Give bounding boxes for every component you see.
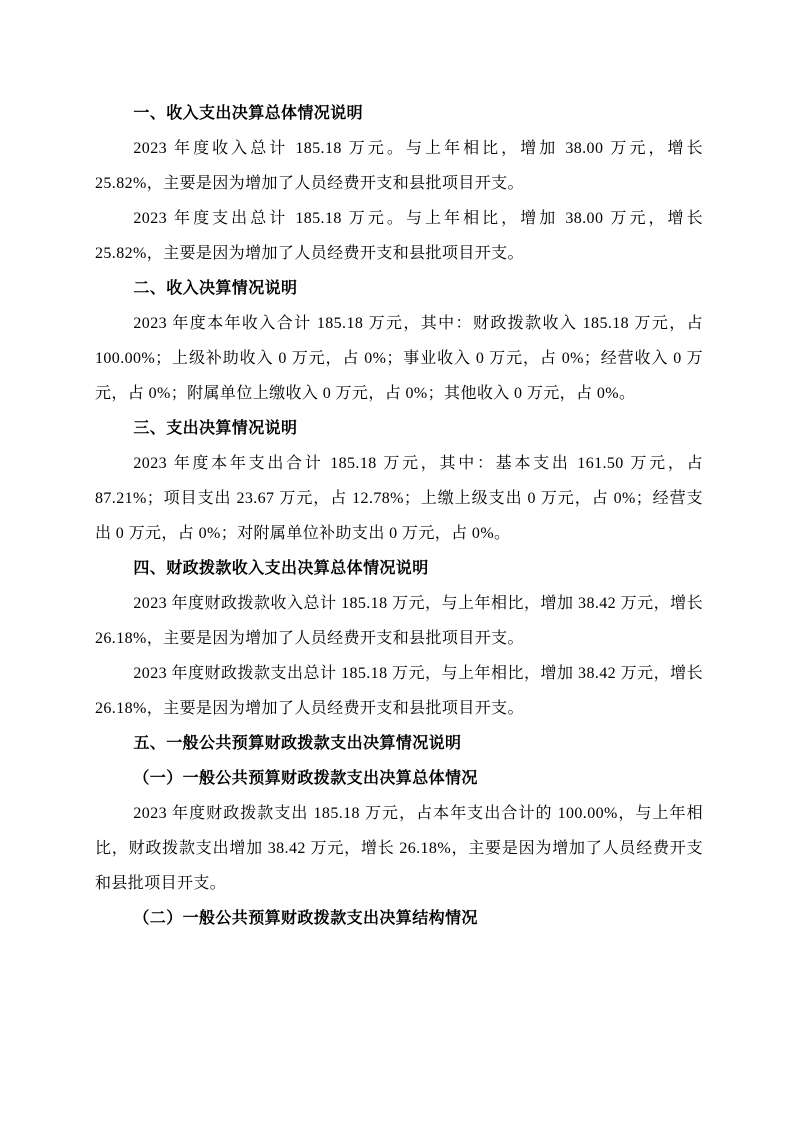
section-1-paragraph-2: 2023 年度支出总计 185.18 万元。与上年相比，增加 38.00 万元，增长 25.82%，主要是因为增加了人员经费开支和县批项目开支。 — [95, 210, 703, 262]
section-3-heading: 三、支出决算情况说明 — [133, 420, 298, 437]
section-1-heading: 一、收入支出决算总体情况说明 — [133, 105, 363, 122]
section-4-heading: 四、财政拨款收入支出决算总体情况说明 — [133, 560, 429, 577]
section-1-paragraph-1: 2023 年度收入总计 185.18 万元。与上年相比，增加 38.00 万元，增长 25.82%，主要是因为增加了人员经费开支和县批项目开支。 — [95, 140, 703, 192]
section-2-paragraph-1: 2023 年度本年收入合计 185.18 万元，其中：财政拨款收入 185.18 万元，占 100.00%；上级补助收入 0 万元，占 0%；事业收入 0 万元，占 0%；经营收入 0 万元，占 0%；附属单位上缴收入 0 万元，占 0%；其他收入 0 万元，占 0%。 — [95, 315, 703, 402]
section-4-paragraph-2: 2023 年度财政拨款支出总计 185.18 万元，与上年相比，增加 38.42 万元，增长 26.18%，主要是因为增加了人员经费开支和县批项目开支。 — [95, 665, 703, 717]
section-5-paragraph-1: 2023 年度财政拨款支出 185.18 万元，占本年支出合计的 100.00%，与上年相比，财政拨款支出增加 38.42 万元，增长 26.18%，主要是因为增加了人员经费开支和县批项目开支。 — [95, 805, 703, 892]
section-2-heading: 二、收入决算情况说明 — [133, 280, 298, 297]
section-5-subheading-1: （一）一般公共预算财政拨款支出决算总体情况 — [133, 770, 478, 787]
section-3-paragraph-1: 2023 年度本年支出合计 185.18 万元，其中：基本支出 161.50 万元，占 87.21%；项目支出 23.67 万元，占 12.78%；上缴上级支出 0 万元，占 0%；经营支出 0 万元，占 0%；对附属单位补助支出 0 万元，占 0%。 — [95, 455, 703, 542]
section-4-paragraph-1: 2023 年度财政拨款收入总计 185.18 万元，与上年相比，增加 38.42 万元，增长 26.18%，主要是因为增加了人员经费开支和县批项目开支。 — [95, 595, 703, 647]
section-5-subheading-2: （二）一般公共预算财政拨款支出决算结构情况 — [133, 910, 478, 927]
section-5-heading: 五、一般公共预算财政拨款支出决算情况说明 — [133, 735, 462, 752]
